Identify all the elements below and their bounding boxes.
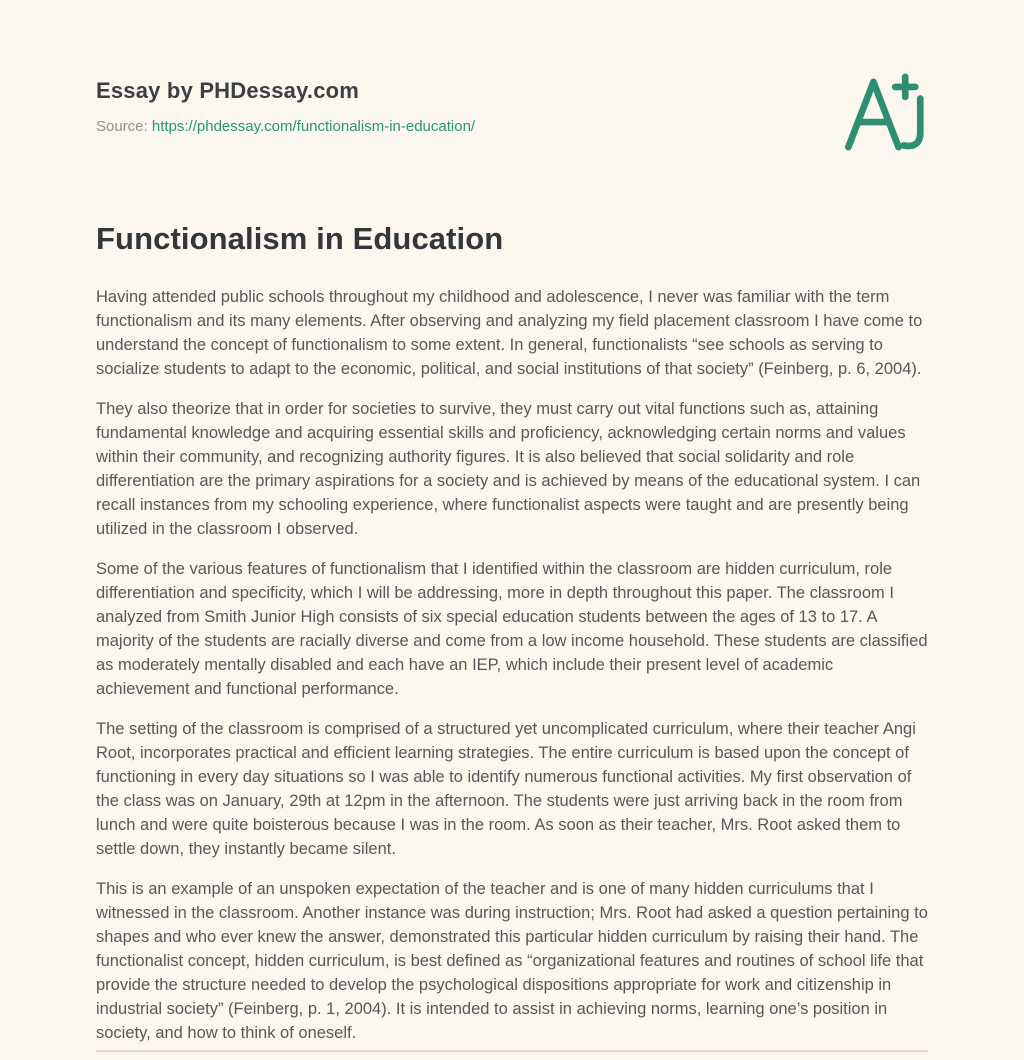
source-label: Source:	[96, 118, 148, 135]
essay-paragraph: Some of the various features of functionalism that I identified within the classroom are hidden curriculum, role differentiation and specificity, which I will be addressing, more in depth throughout this paper. The classroom I analyzed from Smith Junior High consists of six special education students between the ages of 13 to 17. A majority of the students are racially diverse and come from a low income household. These students are classified as moderately mentally disabled and each have an IEP, which include their present level of academic achievement and functional performance.	[96, 560, 928, 698]
essay-paragraph: They also theorize that in order for societies to survive, they must carry out vital functions such as, attaining fundamental knowledge and acquiring essential skills and proficiency, acknowledging certain norms and values within their community, and recognizing authority figures. It is also believed that social solidarity and role differentiation are the primary aspirations for a society and is achieved by means of the educational system. I can recall instances from my schooling experience, where functionalist aspects were taught and are presently being utilized in the classroom I observed.	[96, 400, 921, 538]
header-byline: Essay by PHDessay.com	[96, 78, 360, 103]
essay-paragraph: The setting of the classroom is comprised of a structured yet uncomplicated curriculum, where their teacher Angi Root, incorporates practical and efficient learning strategies. The entire curriculum is based upon the concept of functioning in every day situations so I was able to identify numerous functional activities. My first observation of the class was on January, 29th at 12pm in the afternoon. The students were just arriving back in the room from lunch and were quite boisterous because I was in the room. As soon as their teacher, Mrs. Root asked them to settle down, they instantly became silent.	[96, 720, 916, 858]
essay-paragraph: This is an example of an unspoken expectation of the teacher and is one of many hidden curriculums that I witnessed in the classroom. Another instance was during instruction; Mrs. Root had asked a question pertaining to shapes and who ever knew the answer, demonstrated this particular hidden curriculum by raising their hand. The functionalist concept, hidden curriculum, is best defined as “organizational features and routines of school life that provide the structure needed to develop the psychological dispositions appropriate for work and citizenship in industrial society” (Feinberg, p. 1, 2004). It is intended to assist in achieving norms, learning one’s position in society, and how to think of oneself.	[96, 880, 928, 1042]
source-link[interactable]: https://phdessay.com/functionalism-in-education/	[151, 118, 476, 135]
page-title: Functionalism in Education	[96, 221, 504, 256]
section-divider	[96, 1050, 928, 1052]
source-line	[96, 118, 928, 135]
phdessay-logo-icon	[840, 68, 932, 156]
essay-paragraph: Having attended public schools throughout my childhood and adolescence, I never was familiar with the term functionalism and its many elements. After observing and analyzing my field placement classroom I have come to understand the concept of functionalism to some extent. In general, functionalists “see schools as serving to socialize students to adapt to the economic, political, and social institutions of that society” (Feinberg, p. 6, 2004).	[96, 288, 923, 378]
essay-body	[96, 285, 928, 1045]
